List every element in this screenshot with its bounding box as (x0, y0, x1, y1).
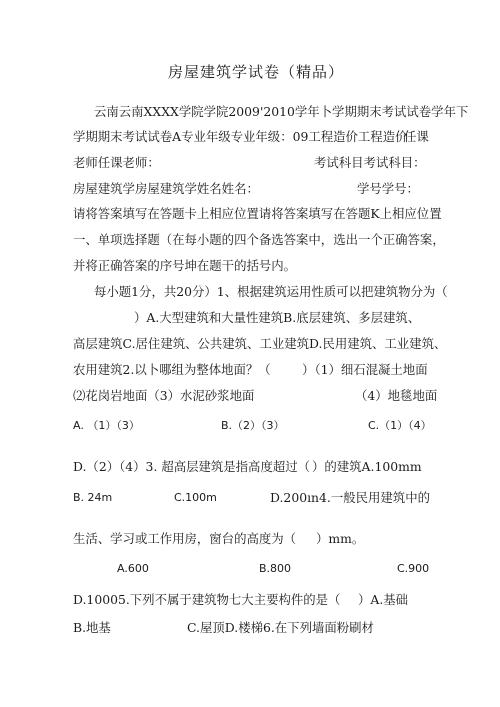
text-line: 考试科目考试科目： (314, 155, 426, 170)
text-line: 生活、学习或工作用房，窗台的高度为（ (73, 531, 297, 546)
option-text: A. （1）（3） (73, 419, 140, 432)
text-line: ）A.基础 (358, 592, 409, 607)
option-text: A.600 (117, 562, 149, 575)
doc-title: 房屋建筑学试卷（精品） (168, 63, 345, 81)
text-line: 学期期末考试试卷A专业年级专业年级：09工程造价工程造价 (73, 129, 408, 144)
text-line: ）mm。 (316, 531, 365, 546)
text-line: ）的建筑A.100mm (312, 459, 422, 474)
text-line: ）（1）细石混凝土地面 (302, 362, 428, 377)
text-line: 学号学号： (357, 181, 419, 196)
text-line: 并将正确答案的序号坤在题干的括号内。 (73, 258, 297, 273)
text-line: 云南云南XXXX学院学院2009'2010学年卜学期期末考试试卷学年下 (94, 104, 469, 119)
text-line: B.地基 (73, 620, 111, 635)
text-line: C.屋顶D.楼梯6.在下列墙面粉刷材 (187, 620, 374, 635)
option-text: C.900 (397, 562, 430, 575)
option-text: C.100m (174, 491, 217, 504)
text-line: D.200ın4.一般民用建筑中的 (270, 490, 430, 505)
text-line: 每小题1分，共20分）1、根据建筑运用性质可以把建筑物分为（ (94, 284, 448, 299)
text-line: D.10005.下列不属于建筑物七大主要构件的是（ (73, 592, 341, 607)
option-text: B. 24m (73, 491, 113, 504)
text-line: 高层建筑C.居住建筑、公共建筑、工业建筑D.民用建筑、工业建筑、 (73, 336, 447, 351)
text-line: 房屋建筑学房屋建筑学姓名姓名： (73, 181, 259, 196)
text-line: D.（2）（4）3. 超高层建筑是指高度超过（ (73, 459, 311, 474)
text-line: 老师任课老师： (73, 155, 160, 170)
text-line: ）A.大型建筑和大量性建筑B.底层建筑、多层建筑、 (134, 310, 421, 325)
option-text: B.800 (259, 562, 292, 575)
option-text: C.（1）（4） (368, 419, 432, 432)
text-line: ⑵花岗岩地面（3）水泥砂浆地面 (73, 388, 255, 403)
text-line: 请将答案填写在答题卡上相应位置请将答案填写在答题K上相应位置 (73, 206, 442, 221)
text-line: 农用建筑2.以卜哪组为整体地面？（ (73, 362, 271, 377)
text-line: （4）地毯地面 (355, 388, 438, 403)
text-line: 一、单项选择题（在每小题的四个备选答案中，选出一个正确答案， (73, 232, 445, 247)
text-line: 任课 (404, 129, 429, 144)
option-text: B.（2）（3） (221, 419, 285, 432)
